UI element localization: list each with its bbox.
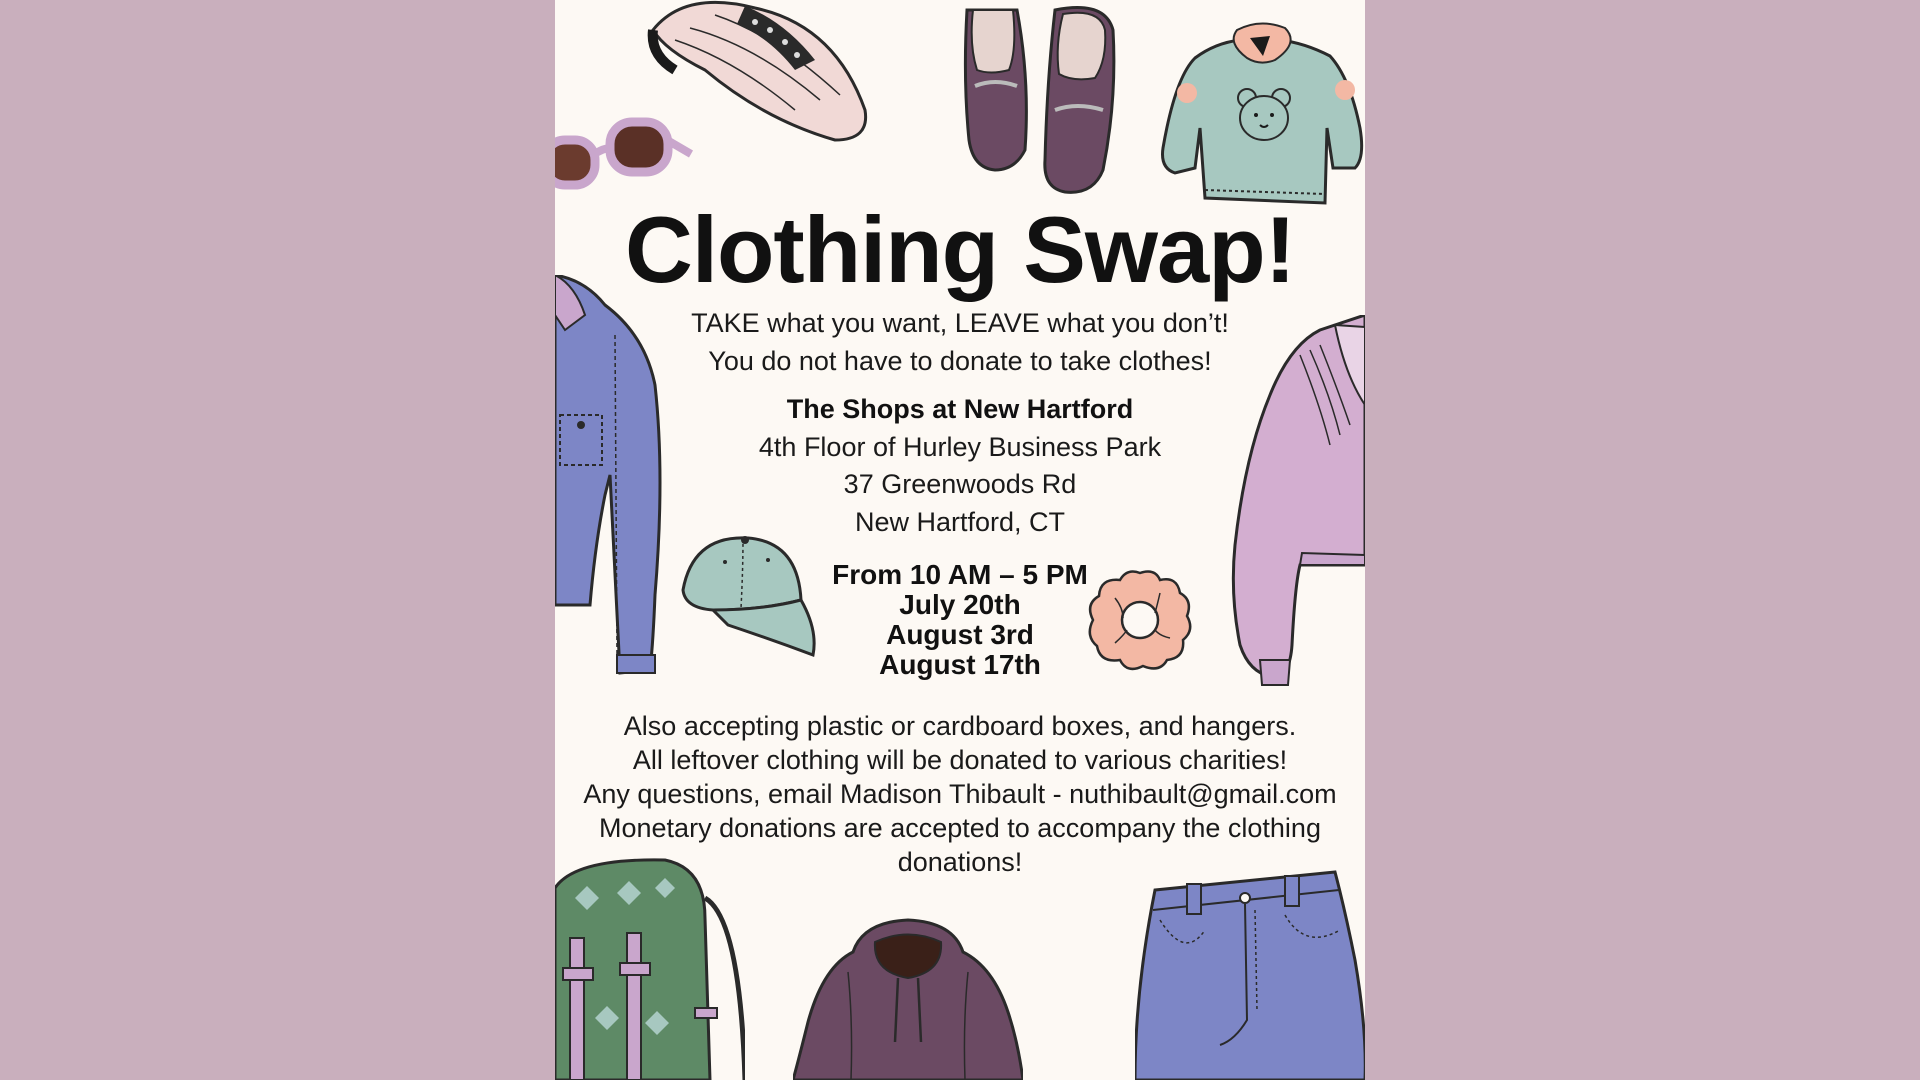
- event-hours: From 10 AM – 5 PM: [832, 559, 1088, 590]
- hoodie-icon: [793, 912, 1023, 1080]
- flyer: [555, 0, 1365, 1080]
- note-contact-email: Any questions, email Madison Thibault - nuthibault@gmail.com: [583, 779, 1337, 809]
- backpack-icon: [555, 858, 745, 1080]
- note-boxes-hangers: Also accepting plastic or cardboard boxes, and hangers.: [623, 711, 1297, 741]
- sunglasses-icon: [555, 110, 695, 200]
- tagline-take-leave: TAKE what you want, LEAVE what you don’t!: [691, 308, 1229, 338]
- event-date: July 20th: [899, 589, 1021, 620]
- jeans-icon: [1135, 870, 1365, 1080]
- address-line: 37 Greenwoods Rd: [843, 469, 1077, 499]
- venue-name: The Shops at New Hartford: [786, 394, 1134, 424]
- poster-title: Clothing Swap!: [624, 197, 1296, 302]
- note-monetary-donations: Monetary donations are accepted to accompany the clothing donations!: [599, 813, 1321, 877]
- loafers-icon: [955, 0, 1125, 200]
- address-line: 4th Floor of Hurley Business Park: [758, 432, 1162, 462]
- sweatshirt-icon: [1155, 18, 1365, 208]
- tagline-no-donation-required: You do not have to donate to take clothes!: [708, 346, 1212, 376]
- event-date: August 17th: [879, 649, 1041, 680]
- note-leftover-donated: All leftover clothing will be donated to various charities!: [632, 745, 1288, 775]
- address-line: New Hartford, CT: [854, 507, 1066, 537]
- event-date: August 3rd: [886, 619, 1034, 650]
